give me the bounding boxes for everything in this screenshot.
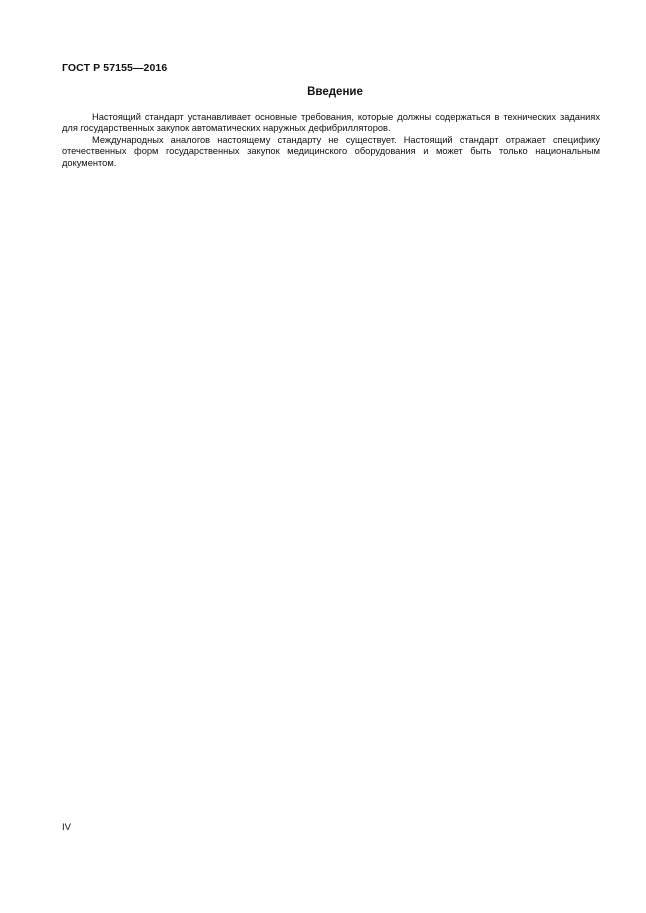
introduction-body: [62, 112, 600, 169]
section-title: Введение: [307, 86, 363, 98]
paragraph: Международных аналогов настоящему стандарту не существует. Настоящий стандарт отражает специфику отечественных форм государственных закупок медицинского оборудования и может быть только национальным документом.: [62, 134, 600, 168]
paragraph: Настоящий стандарт устанавливает основные требования, которые должны содержаться в технических заданиях для государственных закупок автоматических наружных дефибрилляторов.: [62, 112, 600, 134]
page-number: IV: [62, 822, 71, 833]
standard-designation: ГОСТ Р 57155—2016: [62, 62, 168, 74]
